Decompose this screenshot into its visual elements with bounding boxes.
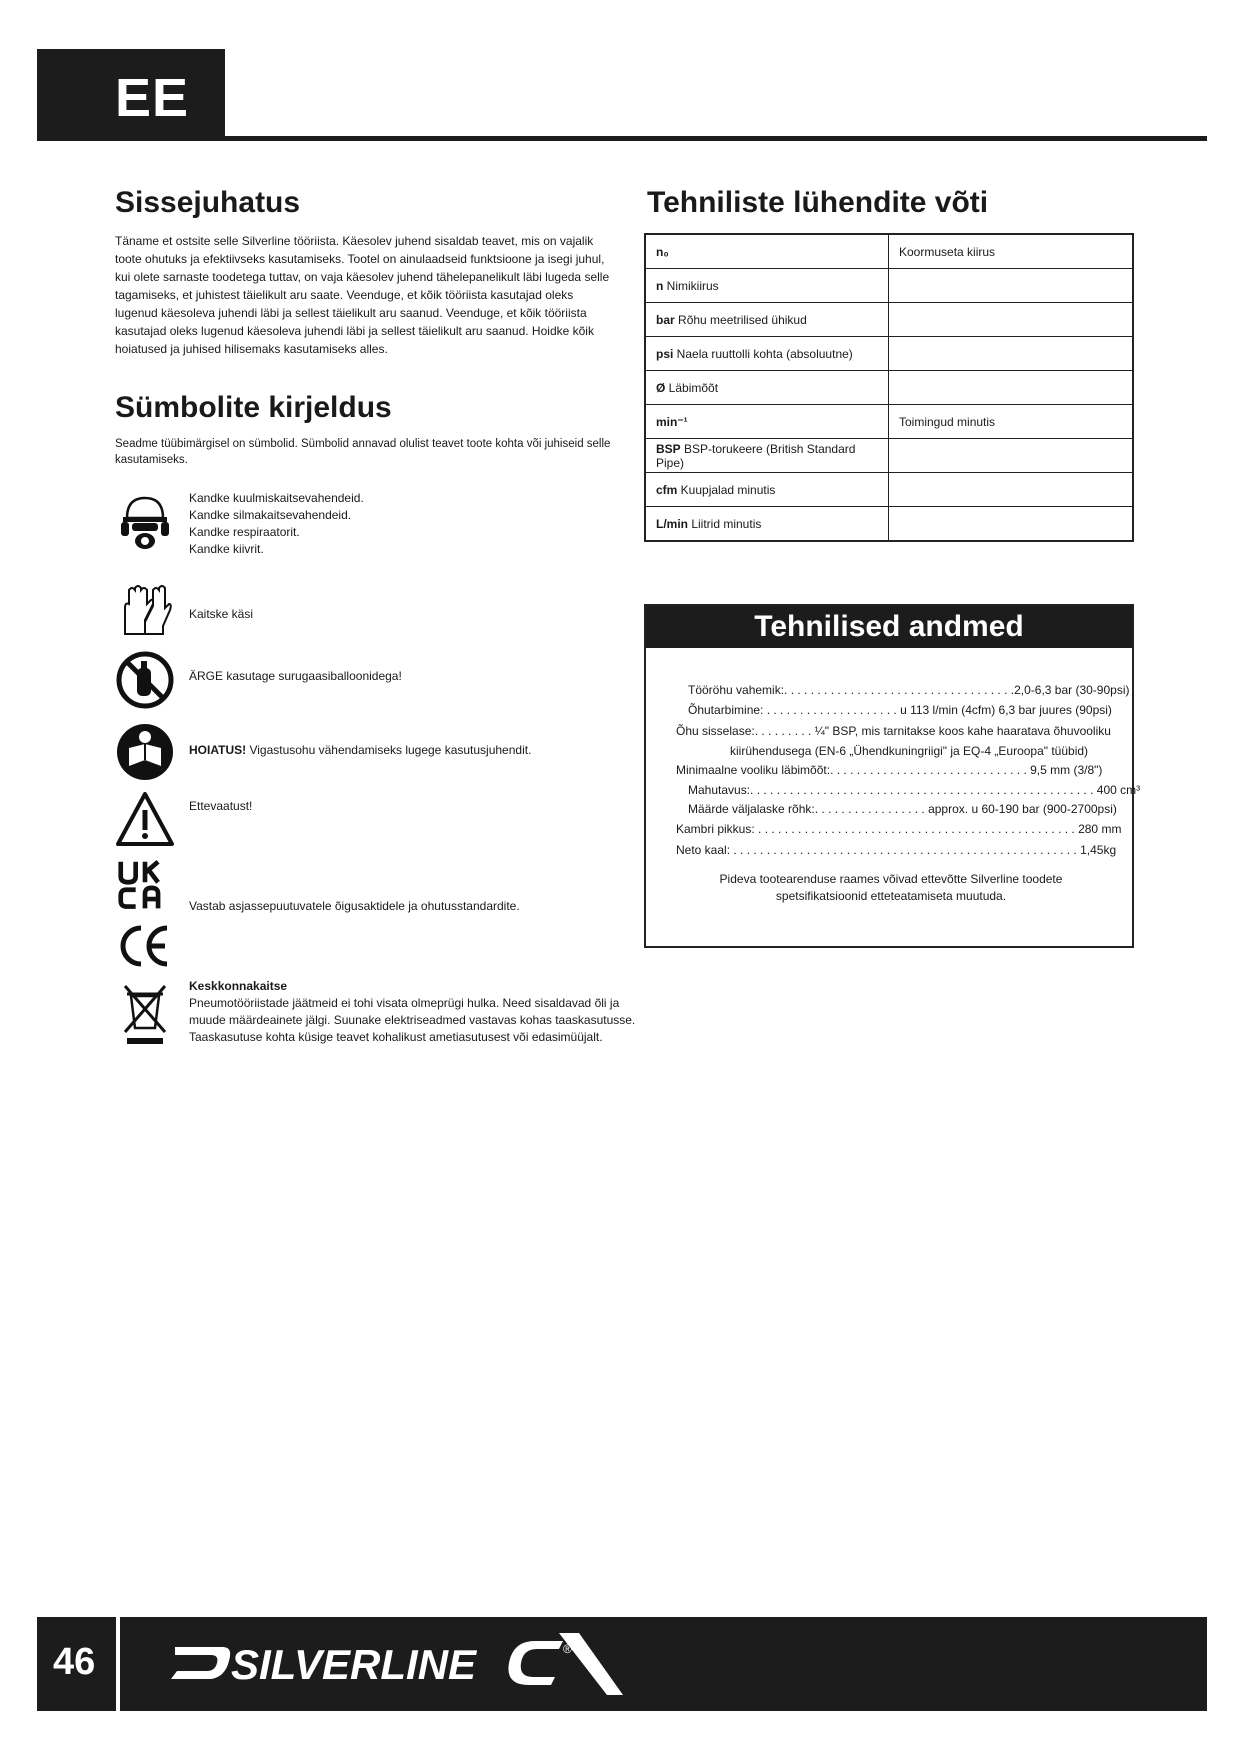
abbr-desc: Läbimõõt	[665, 380, 719, 395]
abbr-desc: Naela ruuttolli kohta (absoluutne)	[673, 346, 853, 361]
ppe-line: Kandke silmakaitsevahendeid.	[189, 508, 352, 522]
table-row	[645, 473, 1133, 507]
abbrev-title: Tehniliste lühendite võti	[647, 186, 989, 219]
gloves-text: Kaitske käsi	[189, 607, 254, 621]
read-manual-text	[189, 742, 531, 759]
abbr-value	[889, 303, 1134, 337]
symbols-intro: Seadme tüübimärgisel on sümbolid. Sümbolid annavad olulist teavet toote kohta või juhiseid selle kasutamiseks.	[115, 438, 611, 466]
spec-line: Minimaalne vooliku läbimõõt:. . . . . . . . . . . . . . . . . . . . . . . . . . . . . . 9,5 mm (3/8")	[676, 763, 1103, 777]
registered-mark: ®	[563, 1642, 572, 1656]
table-row	[645, 439, 1133, 473]
no-gas-cylinder-icon	[115, 650, 175, 710]
abbr: psi	[656, 346, 674, 361]
caution-text: Ettevaatust!	[189, 799, 253, 813]
specs-header	[646, 606, 1132, 648]
abbr: Ø	[656, 380, 666, 395]
env-line: muude määrdeainete jälgi. Suunake elektriseadmed vastavas kohas taaskasutusse.	[189, 1013, 636, 1027]
abbr: min⁻¹	[656, 414, 688, 429]
spec-line: Õhu sisselase:. . . . . . . . . ¼" BSP, mis tarnitakse koos kahe haaratava õhuvooliku	[676, 724, 1111, 738]
ce-mark-icon	[115, 922, 175, 970]
table-row	[645, 507, 1133, 542]
table-row	[645, 405, 1133, 439]
header-rule	[37, 136, 1207, 141]
abbr-value	[889, 371, 1134, 405]
abbr-desc: Liitrid minutis	[688, 516, 762, 531]
footer-bar	[37, 1617, 1207, 1711]
abbr: L/min	[656, 516, 688, 531]
specs-note: Pideva tootearenduse raames võivad ettevõtte Silverline toodete spetsifikatsioonid etteteatamiseta muutuda.	[719, 872, 1063, 903]
abbr-desc: BSP-torukeere (British Standard Pipe)	[656, 441, 856, 470]
abbr-value: Koormuseta kiirus	[889, 234, 1134, 269]
ukca-icon	[115, 858, 175, 914]
table-row	[645, 234, 1133, 269]
language-badge	[37, 49, 225, 140]
abbr-value	[889, 337, 1134, 371]
language-code: EE	[115, 68, 190, 128]
abbr-desc: Rõhu meetrilised ühikud	[674, 312, 807, 327]
spec-line: Õhutarbimine: . . . . . . . . . . . . . . . . . . . . u 113 l/min (4cfm) 6,3 bar juures (90psi)	[688, 702, 1112, 717]
env-line: Taaskasutuse kohta küsige teavet kohalikust ametiasutusest või edasimüüjalt.	[189, 1030, 603, 1044]
abbr: cfm	[656, 482, 678, 497]
abbr: bar	[656, 312, 675, 327]
specs-list	[676, 681, 1141, 861]
ppe-line: Kandke kuulmiskaitsevahendeid.	[189, 491, 364, 505]
abbr-value: Toimingud minutis	[889, 405, 1134, 439]
table-row	[645, 303, 1133, 337]
ppe-line: Kandke respiraatorit.	[189, 525, 300, 539]
intro-title: Sissejuhatus	[115, 186, 301, 219]
table-row	[645, 371, 1133, 405]
spec-line: kiirühendusega (EN-6 „Ühendkuningriigi" ja EQ-4 „Euroopa" tüübid)	[730, 743, 1089, 758]
abbr: BSP	[656, 441, 681, 456]
table-row	[645, 269, 1133, 303]
abbrev-table	[644, 233, 1134, 542]
abbr-value	[889, 269, 1134, 303]
symbols-title: Sümbolite kirjeldus	[115, 391, 392, 424]
brand-text: SILVERLINE	[231, 1641, 477, 1688]
specs-box	[644, 604, 1141, 948]
warning-label: HOIATUS!	[189, 743, 247, 757]
footer-divider	[116, 1617, 120, 1711]
abbr: n	[656, 278, 664, 293]
read-manual-desc: Vigastusohu vähendamiseks lugege kasutusjuhendit.	[246, 743, 532, 757]
silverline-logo	[167, 1633, 627, 1695]
spec-line: Tööröhu vahemik:. . . . . . . . . . . . . . . . . . . . . . . . . . . . . . . . . . .2,0-6,3 bar (30-90psi)	[688, 683, 1130, 697]
warning-triangle-icon	[115, 790, 175, 850]
spec-line: Kambri pikkus: . . . . . . . . . . . . . . . . . . . . . . . . . . . . . . . . . . . . . . . . . . . . . . . . 280 mm	[676, 821, 1122, 836]
table-row	[645, 337, 1133, 371]
read-manual-icon	[115, 722, 175, 782]
intro-text: Täname et ostsite selle Silverline tööriista. Käesolev juhend sisaldab teavet, mis on vajalik toote ohutuks ja efektiivseks kasutamiseks. Tootel on ainulaadseid funktsioone ja isegi juhul, kui olete sarnaste toodetega tuttav, on vaja käesolev juhend tähelepanelikult läbi lugeda selle tagamiseks, et juhistest täielikult aru saate. Veenduge, et kõik tööriista kasutajad oleks lugenud käesoleva juhendi läbi ja sellest täielikult aru saanud. Veenduge, et kõik tööriista kasutajad oleks lugenud käesoleva juhendi läbi ja sellest täielikult aru saanud. Hoidke kõik hoiatused ja juhised hilisemaks kasutamiseks alles.	[115, 234, 610, 356]
abbr: n₀	[656, 244, 669, 259]
ppe-icon	[115, 492, 175, 552]
ppe-line: Kandke kiivrit.	[189, 542, 264, 556]
no-gas-text: ÄRGE kasutage surugaasiballoonidega!	[189, 669, 402, 683]
gloves-icon	[115, 582, 175, 642]
weee-bin-icon	[115, 980, 175, 1046]
abbr-value	[889, 439, 1134, 473]
spec-line: Määrde väljalaske rõhk:. . . . . . . . . . . . . . . . . approx. u 60-190 bar (900-2700psi)	[688, 802, 1117, 816]
specs-title: Tehnilised andmed	[754, 610, 1024, 643]
env-line: Pneumotööriistade jäätmeid ei tohi visata olmeprügi hulka. Need sisaldavad õli ja	[189, 996, 620, 1010]
abbr-value	[889, 473, 1134, 507]
page-number: 46	[53, 1641, 96, 1683]
abbr-value	[889, 507, 1134, 542]
ukca-ce-text: Vastab asjassepuutuvatele õigusaktidele ja ohutusstandardite.	[189, 899, 520, 913]
spec-line: Neto kaal: . . . . . . . . . . . . . . . . . . . . . . . . . . . . . . . . . . . . . . . . . . . . . . . . . . . . 1,45kg	[676, 843, 1117, 857]
abbr-desc: Kuupjalad minutis	[677, 482, 776, 497]
env-title: Keskkonnakaitse	[189, 979, 288, 993]
abbr-desc: Nimikiirus	[663, 278, 719, 293]
spec-line: Mahutavus:. . . . . . . . . . . . . . . . . . . . . . . . . . . . . . . . . . . . . . . . . . . . . . . . . . . . 400 cm³	[688, 782, 1141, 797]
